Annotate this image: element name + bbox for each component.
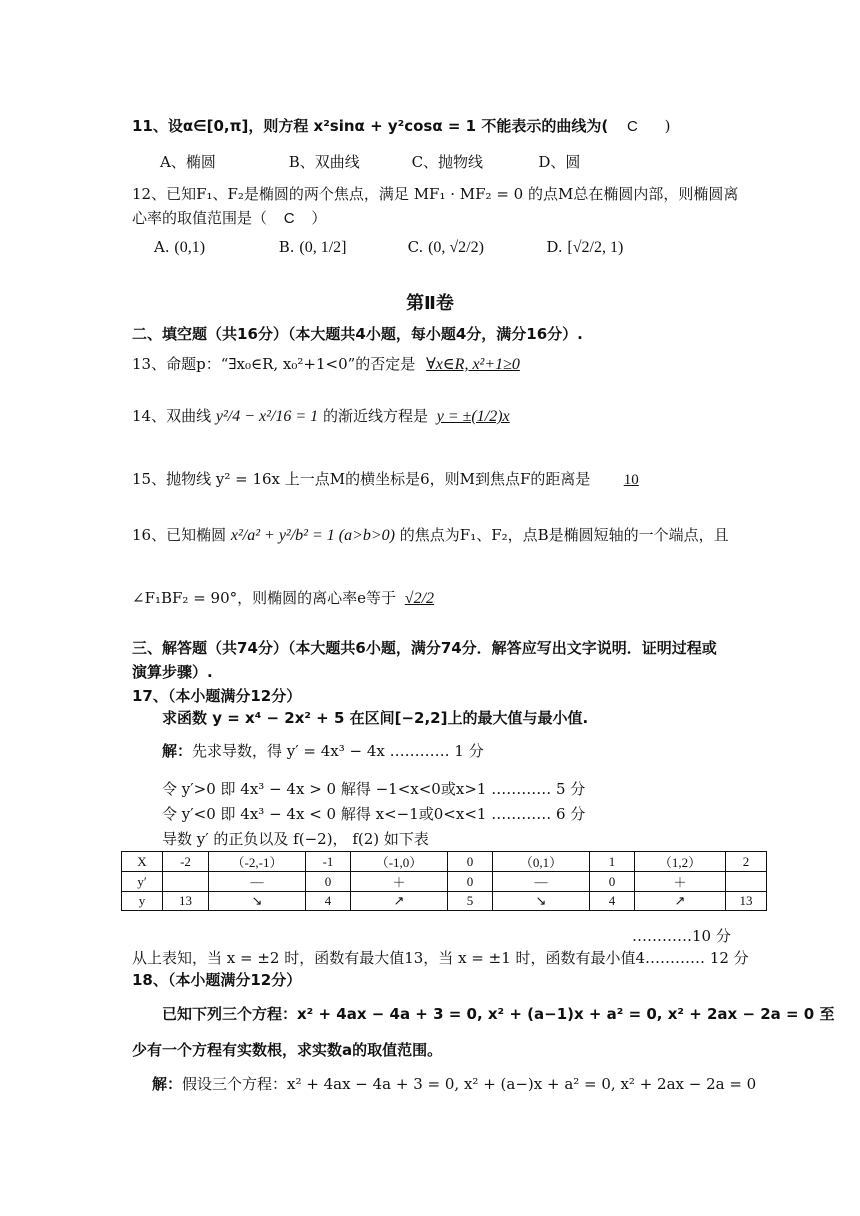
table-cell: y′: [122, 872, 163, 892]
q12-option-c: [408, 237, 542, 258]
table-cell: （-2,-1）: [209, 852, 306, 872]
q12-option-b-value: (0, 1/2]: [299, 238, 347, 256]
table-cell: 1: [590, 852, 635, 872]
q12-option-d: [546, 237, 623, 258]
table-cell: 4: [306, 892, 351, 911]
q18-header: 18、（本小题满分12分）: [132, 971, 302, 989]
q18-sol1: 假设三个方程：x² + 4ax − 4a + 3 = 0, x² + (a−)x + a² = 0, x² + 2ax − 2a = 0: [182, 1075, 757, 1093]
q14-line: [132, 406, 510, 427]
q14-equation: y²/4 − x²/16 = 1: [215, 408, 319, 425]
q11-option-b: B、双曲线: [288, 153, 360, 171]
q13-line: [132, 354, 520, 375]
table-row: [122, 872, 767, 892]
q12-option-c-value: (0, √2/2): [428, 238, 484, 256]
table-cell: X: [122, 852, 163, 872]
q16-line1: [132, 525, 729, 546]
table-cell: ↘: [209, 892, 306, 911]
q12-line1: 12、已知F₁、F₂是椭圆的两个焦点，满足 MF₁ · MF₂ = 0 的点M总在椭圆内部，则椭圆离: [132, 185, 739, 203]
table-cell: [163, 872, 209, 892]
table-cell: 0: [448, 872, 493, 892]
q16-suffix: 的焦点为F₁、F₂，点B是椭圆短轴的一个端点，且: [399, 526, 729, 544]
table-cell: （1,2）: [635, 852, 726, 872]
table-cell: 2: [726, 852, 767, 872]
q16-prefix: 16、已知椭圆: [132, 526, 227, 544]
q13-answer: ∀x∈R, x²+1≥0: [426, 356, 520, 373]
q12-line2-text: 心率的取值范围是（: [132, 209, 268, 227]
table-cell: ↘: [493, 892, 590, 911]
q11-option-d: D、圆: [538, 153, 581, 171]
table-cell: ＋: [635, 872, 726, 892]
part3-header-line1: 三、解答题（共74分）（本大题共6小题，满分74分．解答应写出文字说明．证明过程或: [132, 639, 717, 657]
q16-answer: √2/2: [404, 590, 435, 607]
table-cell: （-1,0）: [351, 852, 448, 872]
q18-sol-label: 解：: [152, 1075, 183, 1093]
q17-sol4: 导数 y′ 的正负以及 f(−2)， f(2) 如下表: [162, 830, 429, 848]
table-cell: ↗: [351, 892, 448, 911]
part2-header: 二、填空题（共16分）（本大题共4小题，每小题4分，满分16分）.: [132, 325, 583, 343]
table-row: [122, 852, 767, 872]
q16-line2-text: ∠F₁BF₂ = 90°，则椭圆的离心率e等于: [132, 589, 397, 607]
table-cell: 13: [726, 892, 767, 911]
table-cell: -2: [163, 852, 209, 872]
q15-line: [132, 469, 661, 490]
q16-line2: [132, 588, 434, 609]
q12-option-c-label: C.: [407, 237, 424, 256]
q17-sol1-line: [162, 741, 484, 761]
table-cell: 0: [590, 872, 635, 892]
q17-sol2: 令 y′>0 即 4x³ − 4x > 0 解得 −1<x<0或x>1 ………… 5 分: [162, 780, 586, 798]
q12-option-a-label: A.: [154, 237, 170, 256]
q14-answer: y = ±(1/2)x: [436, 408, 510, 425]
part3-header-line2: 演算步骤）.: [132, 663, 213, 681]
q14-mid: 的渐近线方程是: [322, 407, 428, 425]
q11-option-a: A、椭圆: [160, 153, 216, 171]
q17-sol-label: 解：: [162, 742, 193, 760]
q11-line: [132, 116, 670, 137]
q12-option-b: [279, 237, 403, 258]
table-cell: ＋: [351, 872, 448, 892]
q12-option-d-label: D.: [546, 237, 563, 256]
q18-problem-line2: 少有一个方程有实数根，求实数a的取值范围。: [132, 1041, 443, 1059]
table-cell: y: [122, 892, 163, 911]
table-cell: （0,1）: [493, 852, 590, 872]
q17-problem: 求函数 y = x⁴ − 2x² + 5 在区间[−2,2]上的最大值与最小值.: [162, 709, 589, 727]
q11-close: ): [664, 117, 671, 135]
q17-header: 17、（本小题满分12分）: [132, 687, 302, 705]
q11-options: [160, 152, 580, 172]
q13-text: 13、命题p：“∃x₀∈R, x₀²+1<0”的否定是: [132, 355, 416, 373]
q11-answer: C: [626, 118, 638, 135]
table-cell: —: [209, 872, 306, 892]
table-cell: —: [493, 872, 590, 892]
section-title: 第Ⅱ卷: [406, 293, 454, 314]
q17-sol1: 先求导数，得 y′ = 4x³ − 4x ………… 1 分: [192, 742, 484, 760]
q15-text: 15、抛物线 y² = 16x 上一点M的横坐标是6，则M到焦点F的距离是: [132, 470, 591, 488]
q12-answer: C: [283, 210, 295, 227]
q17-score10: …………10 分: [632, 927, 731, 945]
q12-options: [154, 236, 623, 276]
table-cell: ↗: [635, 892, 726, 911]
q15-answer: 10: [623, 472, 639, 488]
derivative-table: [121, 851, 767, 911]
q12-option-a: [154, 237, 274, 258]
q12-line2: [132, 208, 326, 229]
table-cell: -1: [306, 852, 351, 872]
q17-conclusion: 从上表知，当 x = ±2 时，函数有最大值13，当 x = ±1 时，函数有最小值4………… 12 分: [132, 949, 749, 967]
q12-option-d-value: [√2/2, 1): [567, 238, 624, 256]
table-row: [122, 892, 767, 911]
q18-sol1-line: [152, 1074, 756, 1094]
table-cell: 0: [448, 852, 493, 872]
q17-sol3: 令 y′<0 即 4x³ − 4x < 0 解得 x<−1或0<x<1 ………… 6 分: [162, 805, 586, 823]
q11-text: 11、设α∈[0,π]，则方程 x²sinα + y²cosα = 1 不能表示的曲线为(: [132, 117, 609, 135]
table-cell: 13: [163, 892, 209, 911]
q12-option-b-label: B.: [278, 237, 295, 256]
q16-equation: x²/a² + y²/b² = 1 (a>b>0): [230, 527, 395, 544]
q14-prefix: 14、双曲线: [132, 407, 212, 425]
table-cell: 4: [590, 892, 635, 911]
table-cell: 0: [306, 872, 351, 892]
q11-option-c: C、抛物线: [411, 153, 484, 171]
q12-close: ）: [311, 209, 327, 227]
table-cell: 5: [448, 892, 493, 911]
q18-problem-line1: 已知下列三个方程：x² + 4ax − 4a + 3 = 0, x² + (a−1)x + a² = 0, x² + 2ax − 2a = 0 至: [162, 1005, 835, 1023]
q12-option-a-value: (0,1): [174, 238, 206, 256]
table-cell: [726, 872, 767, 892]
